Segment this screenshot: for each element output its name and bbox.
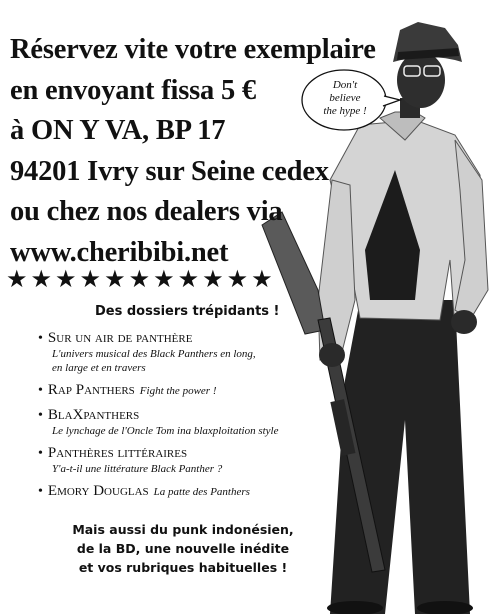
- item-subtitle: Le lynchage de l'Oncle Tom ina blaxploitation style: [52, 425, 279, 437]
- bullet-icon: •: [38, 331, 43, 346]
- item-title: BlaXpanthers: [47, 407, 140, 423]
- list-item: [38, 330, 328, 375]
- closing-text: [48, 520, 318, 577]
- item-subtitle: L'univers musical des Black Panthers en long,: [52, 348, 256, 360]
- list-item: [38, 382, 328, 400]
- headline-line: ou chez nos dealers via: [10, 196, 283, 227]
- outro-line: et vos rubriques habituelles !: [78, 560, 288, 575]
- item-subtitle: en large et en travers: [52, 362, 146, 374]
- star-divider: ★★★★★★★★★★★: [6, 265, 276, 293]
- bubble-line: Don't: [332, 79, 358, 91]
- contents-list: [38, 330, 328, 508]
- item-title: Sur un air de panthère: [47, 330, 193, 346]
- bullet-icon: •: [38, 484, 43, 499]
- section-intro: Des dossiers trépidants !: [95, 304, 280, 319]
- headline-line: en envoyant fissa 5 €: [10, 74, 256, 106]
- bubble-line: believe: [329, 92, 361, 104]
- outro-line: de la BD, une nouvelle inédite: [76, 541, 290, 556]
- item-title: Panthères littéraires: [47, 445, 188, 461]
- item-title: Rap Panthers: [47, 382, 135, 398]
- list-item: [38, 483, 328, 501]
- item-subtitle: Fight the power !: [139, 385, 217, 397]
- outro-line: Mais aussi du punk indonésien,: [72, 522, 294, 537]
- website-link[interactable]: www.cheribibi.net: [10, 236, 229, 268]
- item-subtitle: Y'a-t-il une littérature Black Panther ?: [52, 463, 223, 475]
- headline-line: à ON Y VA, BP 17: [10, 115, 226, 146]
- bubble-line: the hype !: [323, 105, 367, 117]
- item-title: Emory Douglas: [47, 483, 149, 499]
- list-item: [38, 445, 328, 476]
- order-headline: [10, 30, 410, 273]
- bullet-icon: •: [38, 446, 43, 461]
- bullet-icon: •: [38, 408, 43, 423]
- bullet-icon: •: [38, 383, 43, 398]
- headline-line: 94201 Ivry sur Seine cedex: [10, 155, 329, 187]
- list-item: [38, 407, 328, 438]
- headline-line: Réservez vite votre exemplaire: [10, 34, 376, 65]
- item-subtitle: La patte des Panthers: [153, 486, 250, 498]
